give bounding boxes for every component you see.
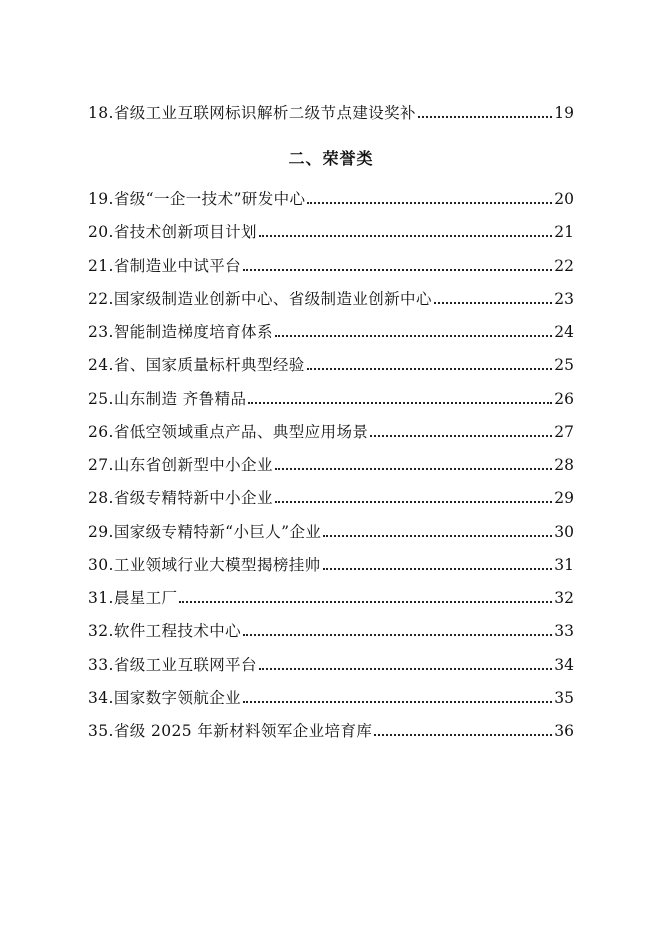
toc-entry-label: 32.软件工程技术中心 <box>88 622 242 640</box>
toc-entry-22 <box>88 286 574 310</box>
toc-dot-leader <box>248 402 552 404</box>
toc-dot-leader <box>275 335 552 337</box>
toc-entry-27 <box>88 452 574 476</box>
toc-entry-page-number: 34 <box>554 656 574 674</box>
toc-entry-page-number: 22 <box>554 257 574 275</box>
toc-dot-leader <box>307 202 552 204</box>
toc-entry-label: 26.省低空领域重点产品、典型应用场景 <box>88 423 369 441</box>
toc-entry-label: 34.国家数字领航企业 <box>88 689 242 707</box>
toc-entry-34 <box>88 685 574 709</box>
toc-entry-page-number: 33 <box>554 622 574 640</box>
toc-entry-page-number: 28 <box>554 456 574 474</box>
toc-dot-leader <box>243 701 552 703</box>
toc-dot-leader <box>243 269 552 271</box>
toc-entry-label: 27.山东省创新型中小企业 <box>88 456 273 474</box>
toc-dot-leader <box>323 568 553 570</box>
toc-entry-35 <box>88 718 574 742</box>
toc-entry-page-number: 20 <box>554 190 574 208</box>
toc-entry-20 <box>88 219 574 243</box>
toc-entry-page-number: 19 <box>554 104 574 122</box>
toc-entry-page-number: 32 <box>554 589 574 607</box>
section-heading: 二、荣誉类 <box>288 149 374 168</box>
toc-entry-label: 24.省、国家质量标杆典型经验 <box>88 356 305 374</box>
toc-entry-page-number: 35 <box>554 689 574 707</box>
toc-dot-leader <box>307 368 553 370</box>
toc-entry-page-number: 27 <box>554 423 574 441</box>
toc-entry-label: 29.国家级专精特新“小巨人”企业 <box>88 523 322 541</box>
toc-dot-leader <box>259 668 552 670</box>
toc-entry-label: 35.省级 2025 年新材料领军企业培育库 <box>88 722 373 740</box>
toc-entry-label: 22.国家级制造业创新中心、省级制造业创新中心 <box>88 290 432 308</box>
toc-dot-leader <box>275 468 552 470</box>
toc-dot-leader <box>259 235 552 237</box>
toc-entry-page-number: 36 <box>554 722 574 740</box>
toc-entry-26 <box>88 419 574 443</box>
toc-dot-leader <box>374 734 552 736</box>
toc-entry-page-number: 29 <box>554 489 574 507</box>
toc-entry-label: 23.智能制造梯度培育体系 <box>88 323 273 341</box>
toc-dot-leader <box>418 116 552 118</box>
toc-entry-19 <box>88 186 574 210</box>
toc-entry-page-number: 21 <box>554 223 574 241</box>
toc-entry-label: 18.省级工业互联网标识解析二级节点建设奖补 <box>88 104 416 122</box>
toc-entry-label: 19.省级“一企一技术”研发中心 <box>88 190 306 208</box>
toc-entry-page-number: 23 <box>554 290 574 308</box>
toc-entry-29 <box>88 519 574 543</box>
toc-entry-label: 25.山东制造 齐鲁精品 <box>88 390 247 408</box>
toc-entry-25 <box>88 386 574 410</box>
toc-entry-21 <box>88 253 574 277</box>
toc-entry-label: 21.省制造业中试平台 <box>88 257 242 275</box>
toc-entry-32 <box>88 618 574 642</box>
toc-dot-leader <box>179 601 552 603</box>
toc-entry-label: 28.省级专精特新中小企业 <box>88 489 273 507</box>
toc-dot-leader <box>370 435 552 437</box>
toc-entry-page-number: 30 <box>554 523 574 541</box>
toc-entry-page-number: 25 <box>554 356 574 374</box>
toc-dot-leader <box>243 634 552 636</box>
toc-entry-18 <box>88 100 574 124</box>
toc-entry-31 <box>88 585 574 609</box>
toc-dot-leader <box>323 535 552 537</box>
toc-entry-label: 31.晨星工厂 <box>88 589 178 607</box>
toc-entry-label: 30.工业领域行业大模型揭榜挂帅 <box>88 556 321 574</box>
toc-entry-label: 20.省技术创新项目计划 <box>88 223 257 241</box>
toc-entry-30 <box>88 552 574 576</box>
toc-entry-24 <box>88 352 574 376</box>
toc-entry-page-number: 31 <box>554 556 574 574</box>
toc-entry-23 <box>88 319 574 343</box>
toc-entry-page-number: 26 <box>554 390 574 408</box>
toc-entry-label: 33.省级工业互联网平台 <box>88 656 257 674</box>
toc-entry-28 <box>88 485 574 509</box>
toc-entry-page-number: 24 <box>554 323 574 341</box>
toc-dot-leader <box>275 501 552 503</box>
toc-dot-leader <box>434 302 552 304</box>
toc-entry-33 <box>88 652 574 676</box>
